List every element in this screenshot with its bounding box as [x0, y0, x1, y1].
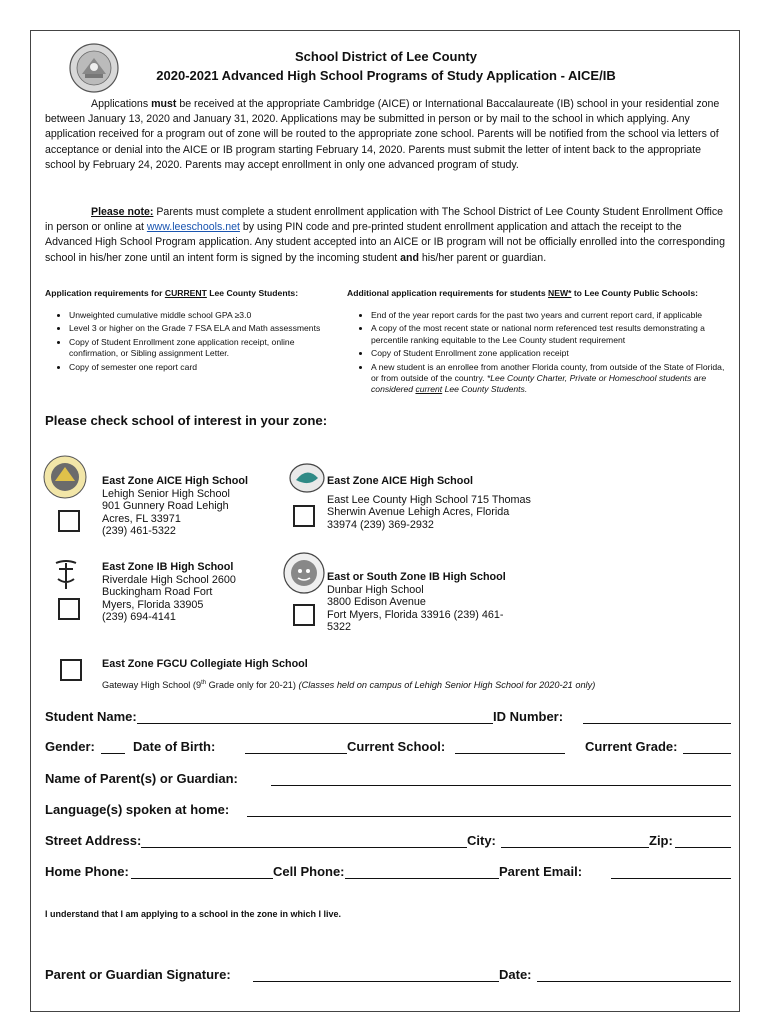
leeschools-link[interactable]: www.leeschools.net: [146, 221, 240, 234]
student-name-input[interactable]: [137, 709, 493, 724]
gateway-checkbox[interactable]: [60, 659, 82, 681]
school-title: East or South Zone IB High School: [327, 571, 506, 583]
row-address: [45, 833, 731, 851]
id-number-label: ID Number:: [493, 709, 564, 724]
language-input[interactable]: [247, 802, 731, 817]
row-gender-dob: [45, 739, 731, 757]
zone-question: Please check school of interest in your zone:: [45, 413, 328, 428]
requirement-item: • Level 3 or higher on the Grade 7 FSA ELA and Math assessments: [69, 323, 335, 334]
requirement-item: • Copy of semester one report card: [69, 362, 335, 373]
cell-phone-label: Cell Phone:: [273, 864, 345, 879]
current-requirements-heading: Application requirements for CURRENT Lee County Students:: [45, 288, 299, 298]
row-signature: [45, 967, 731, 985]
current-school-input[interactable]: [455, 739, 565, 754]
zip-label: Zip:: [649, 833, 673, 848]
city-input[interactable]: [501, 833, 649, 848]
home-phone-input[interactable]: [131, 864, 273, 879]
school-title: East Zone AICE High School: [327, 475, 473, 487]
home-phone-label: Home Phone:: [45, 864, 129, 879]
requirement-item: • A new student is an enrollee from another Florida county, from outside of the State of Florida, or from outside of the country. *Lee County Charter, Private or Homeschool students are considered current Lee County Students.: [371, 362, 731, 396]
application-form: [30, 30, 740, 1012]
district-name: School District of Lee County: [294, 49, 477, 64]
riverdale-checkbox[interactable]: [58, 598, 80, 620]
street-input[interactable]: [141, 833, 467, 848]
date-input[interactable]: [537, 967, 731, 982]
current-school-label: Current School:: [347, 739, 446, 754]
new-requirements-heading: Additional application requirements for students NEW* to Lee County Public Schools:: [347, 288, 698, 298]
school-dunbar: East or South Zone IB High School Dunbar High School 3800 Edison Avenue Fort Myers, Florida 33916 (239) 461- 5322: [327, 571, 506, 634]
street-label: Street Address:: [45, 833, 142, 848]
school-title: East Zone IB High School: [102, 561, 234, 573]
id-number-input[interactable]: [583, 709, 731, 724]
current-grade-label: Current Grade:: [585, 739, 678, 754]
school-lehigh: East Zone AICE High School Lehigh Senior High School 901 Gunnery Road Lehigh Acres, FL 33971 (239) 461-5322: [102, 475, 248, 538]
language-label: Language(s) spoken at home:: [45, 802, 230, 817]
note-paragraph: Please note: Parents must complete a student enrollment application with The School District of Lee County Student Enrollment Office in person or online at www.leeschools.net by using PIN code and pre-printed student enrollment application and attach the receipt to the Advanced High School Program application. Any student accepted into an AICE or IB program will not be officially enrolled into the corresponding school in his/her zone until an intent form is signed by the incoming student and his/her parent or guardian.: [45, 206, 725, 264]
current-requirements: [45, 288, 335, 375]
row-phones: [45, 864, 731, 882]
requirement-item: • Copy of Student Enrollment zone application receipt, online confirmation, or Sibling assignment Letter.: [69, 337, 335, 360]
school-east-lee: East Zone AICE High School East Lee County High School 715 Thomas Sherwin Avenue Lehigh Acres, Florida 33974 (239) 369-2932: [327, 475, 531, 531]
row-parent-name: [45, 771, 731, 789]
requirement-item: • End of the year report cards for the past two years and current report card, if applicable: [371, 310, 731, 321]
east-lee-logo: [289, 463, 325, 493]
dob-input[interactable]: [245, 739, 347, 754]
zone-acknowledgement: I understand that I am applying to a school in the zone in which I live.: [45, 909, 342, 919]
school-gateway: East Zone FGCU Collegiate High School Gateway High School (9th Grade only for 20-21) (Classes held on campus of Lehigh Senior High School for 2020-21 only): [102, 658, 596, 690]
school-riverdale: East Zone IB High School Riverdale High School 2600 Buckingham Road Fort Myers, Florida 33905 (239) 694-4141: [102, 561, 236, 624]
row-student-name: [45, 709, 731, 727]
form-title: 2020-2021 Advanced High School Programs of Study Application - AICE/IB: [156, 68, 616, 83]
lehigh-checkbox[interactable]: [58, 510, 80, 532]
parent-name-label: Name of Parent(s) or Guardian:: [45, 771, 238, 786]
student-name-label: Student Name:: [45, 709, 137, 724]
gender-label: Gender:: [45, 739, 95, 754]
dunbar-logo: [283, 552, 325, 594]
parent-email-label: Parent Email:: [499, 864, 583, 879]
dunbar-checkbox[interactable]: [293, 604, 315, 626]
city-label: City:: [467, 833, 496, 848]
requirement-item: • A copy of the most recent state or national norm referenced test results demonstrating a percentile ranking equitable to the Lee County student requirement: [371, 323, 731, 346]
date-label: Date:: [499, 967, 532, 982]
parent-name-input[interactable]: [271, 771, 731, 786]
row-language: [45, 802, 731, 820]
riverdale-logo: [53, 559, 79, 591]
dob-label: Date of Birth:: [133, 739, 216, 754]
school-title: East Zone AICE High School: [102, 475, 248, 487]
lehigh-logo: [43, 455, 87, 499]
gender-input[interactable]: [101, 739, 125, 754]
please-note-label: Please note:: [91, 206, 154, 218]
requirement-item: • Unweighted cumulative middle school GPA ≥3.0: [69, 310, 335, 321]
parent-email-input[interactable]: [611, 864, 731, 879]
school-title: East Zone FGCU Collegiate High School: [102, 658, 308, 670]
cell-phone-input[interactable]: [345, 864, 499, 879]
zip-input[interactable]: [675, 833, 731, 848]
signature-input[interactable]: [253, 967, 499, 982]
intro-paragraph: Applications must be received at the appropriate Cambridge (AICE) or International Baccalaureate (IB) school in your residential zone between January 13, 2020 and January 31, 2020. Applications may be submitted in person or by mail to the school in which applying. Any application received for a program out of zone will be routed to the appropriate zone school. Parents will be notified from the school via letters of acceptance or denial into the AICE or IB program starting February 14, 2020. Parents must submit the letter of intent back to the appropriate school by February 24, 2020. Parents may accept enrollment in only one advanced program of study.: [45, 98, 720, 171]
signature-label: Parent or Guardian Signature:: [45, 967, 231, 982]
current-grade-input[interactable]: [683, 739, 731, 754]
new-requirements: [347, 288, 731, 398]
east-lee-checkbox[interactable]: [293, 505, 315, 527]
requirement-item: • Copy of Student Enrollment zone application receipt: [371, 348, 731, 359]
